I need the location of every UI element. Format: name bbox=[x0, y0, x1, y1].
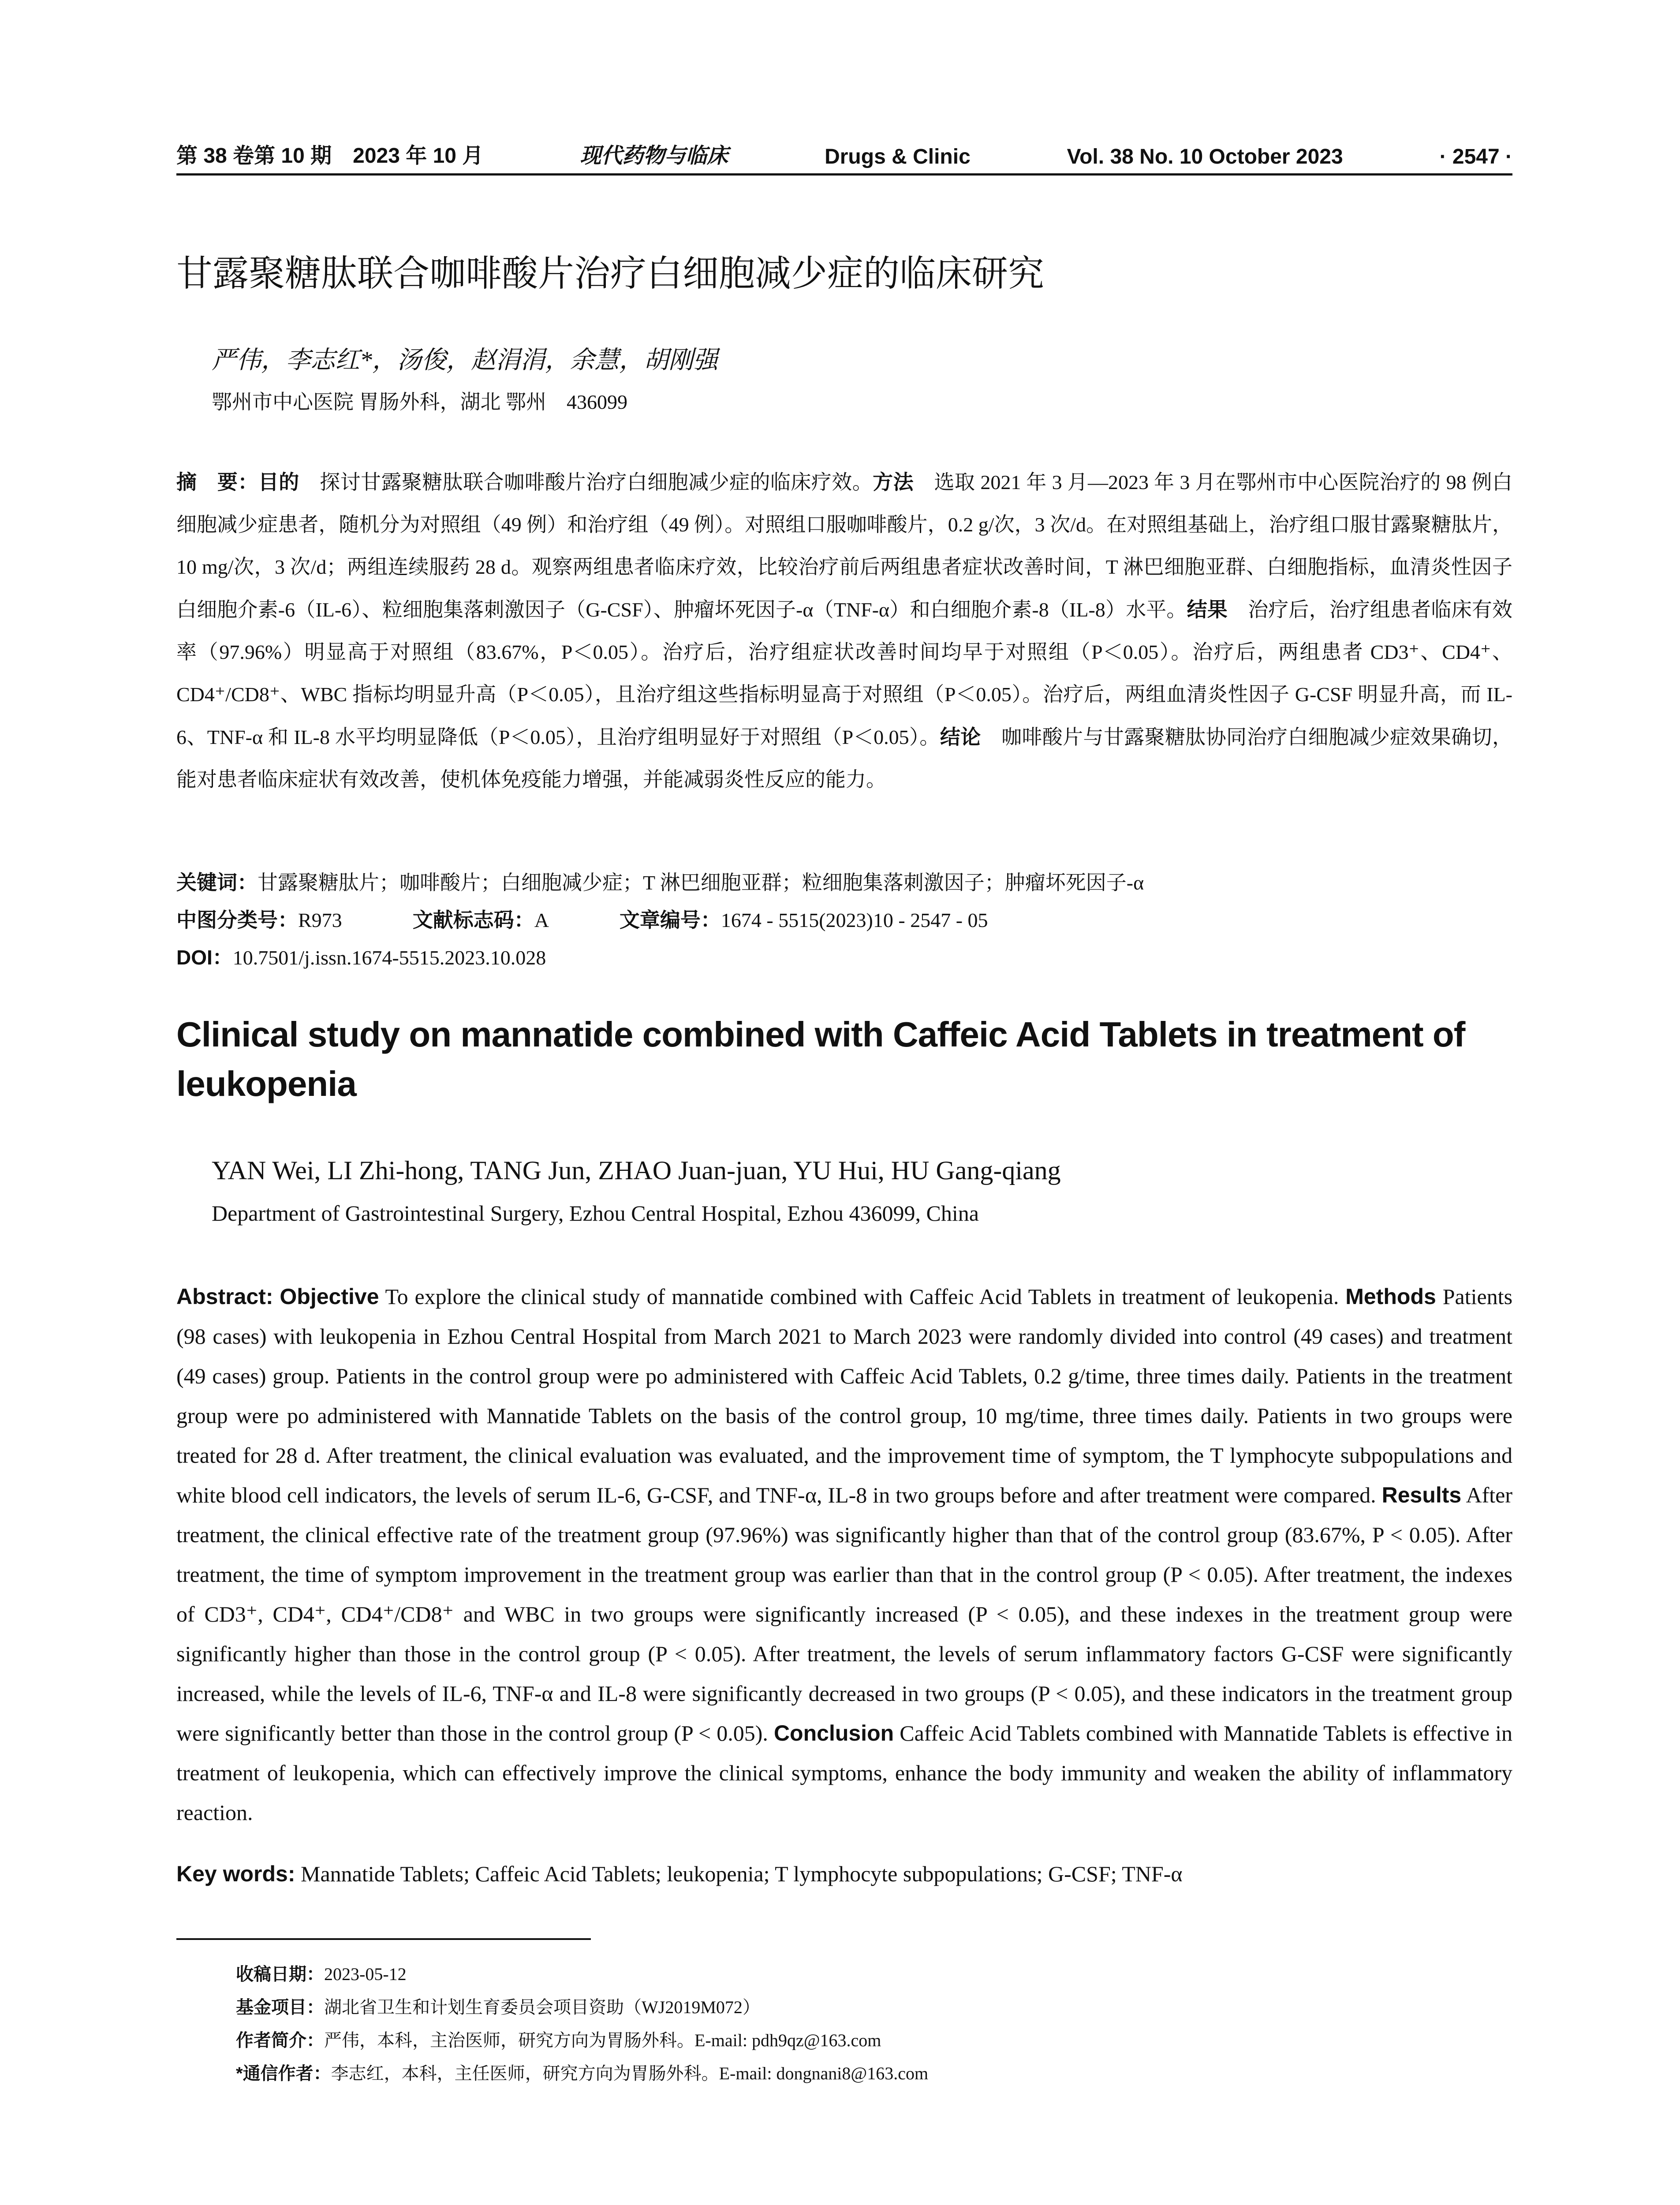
en-conclusion-text: Caffeic Acid Tablets combined with Mannatide Tablets is effective in treatment of leukopenia, which can effectively improve the clinical symptoms, enhance the body immunity and weaken the ability of inflammatory reaction. bbox=[176, 1721, 1512, 1825]
footnote-corresponding bbox=[236, 2059, 1515, 2085]
en-methods-text: Patients (98 cases) with leukopenia in Ezhou Central Hospital from March 2021 to March 2023 were randomly divided into control (49 cases) and treatment (49 cases) group. Patients in the control group were po administered with Caffeic Acid Tablets, 0.2 g/time, three times daily. Patients in the treatment group were po administered with Mannatide Tablets on the basis of the control group, 10 mg/time, three times daily. Patients in two groups were treated for 28 d. After treatment, the clinical evaluation was evaluated, and the improvement time of symptom, the T lymphocyte subpopulations and white blood cell indicators, the levels of serum IL-6, G-CSF, and TNF-α, IL-8 in two groups before and after treatment were compared. bbox=[176, 1284, 1513, 1507]
classification-line bbox=[176, 904, 988, 933]
footnote-text: 2023-05-12 bbox=[324, 1964, 407, 1984]
en-objective-label: Objective bbox=[280, 1284, 379, 1309]
chinese-abstract bbox=[176, 461, 1512, 801]
chinese-affiliation: 鄂州市中心医院 胃肠外科，湖北 鄂州 436099 bbox=[212, 391, 627, 413]
chinese-authors: 严伟，李志红*，汤俊，赵涓涓，余慧，胡刚强 bbox=[212, 347, 718, 374]
footnote-text: 李志红，本科，主任医师，研究方向为胃肠外科。E-mail: dongnani8@163.com bbox=[331, 2063, 929, 2083]
conclusion-text: 咖啡酸片与甘露聚糖肽协同治疗白细胞减少症效果确切，能对患者临床症状有效改善，使机体免疫能力增强，并能减弱炎性反应的能力。 bbox=[176, 726, 1513, 791]
header-journal-en: Drugs & Clinic bbox=[825, 145, 971, 168]
objective-text: 探讨甘露聚糖肽联合咖啡酸片治疗白细胞减少症的临床疗效。 bbox=[299, 471, 873, 493]
objective-label: 目的 bbox=[258, 471, 299, 493]
footnote-label: 收稿日期： bbox=[236, 1965, 324, 1984]
running-header bbox=[176, 140, 1512, 176]
english-affiliation: Department of Gastrointestinal Surgery, Ezhou Central Hospital, Ezhou 436099, China bbox=[212, 1201, 979, 1226]
english-authors: YAN Wei, LI Zhi-hong, TANG Jun, ZHAO Juan-juan, YU Hui, HU Gang-qiang bbox=[212, 1156, 1061, 1185]
english-keywords bbox=[176, 1861, 1512, 1887]
keywords-label: 关键词： bbox=[176, 871, 258, 894]
en-methods-label: Methods bbox=[1345, 1284, 1436, 1309]
clc-value: R973 bbox=[298, 909, 342, 931]
results-label: 结果 bbox=[1187, 598, 1228, 621]
footnote-funding bbox=[236, 1993, 1515, 2018]
doi-link[interactable]: 10.7501/j.issn.1674-5515.2023.10.028 bbox=[232, 946, 546, 969]
doc-code-value: A bbox=[534, 909, 549, 931]
footnote-divider bbox=[176, 1938, 591, 1940]
abstract-label: 摘 要： bbox=[176, 471, 258, 493]
en-keywords-label: Key words: bbox=[176, 1861, 295, 1886]
methods-label: 方法 bbox=[873, 471, 914, 493]
doc-code-label: 文献标志码： bbox=[412, 908, 534, 931]
en-results-text: After treatment, the clinical effective rate of the treatment group (97.96%) was significantly higher than that of the control group (83.67%, P < 0.05). After treatment, the time of symptom improvement in the treatment group was earlier than that in the control group (P < 0.05). After treatment, the indexes of CD3⁺, CD4⁺, CD4⁺/CD8⁺ and WBC in two groups were significantly increased (P < 0.05), and these indexes in the treatment group were significantly higher than those in the control group (P < 0.05). After treatment, the levels of serum inflammatory factors G-CSF were significantly increased, while the levels of IL-6, TNF-α and IL-8 were significantly decreased in two groups (P < 0.05), and these indicators in the treatment group were significantly better than those in the control group (P < 0.05). bbox=[176, 1483, 1513, 1745]
header-journal-cn: 现代药物与临床 bbox=[580, 144, 728, 168]
clc-label: 中图分类号： bbox=[176, 908, 298, 931]
chinese-keywords bbox=[176, 867, 1144, 896]
header-page-number: · 2547 · bbox=[1439, 145, 1512, 168]
footnote-text: 湖北省卫生和计划生育委员会项目资助（WJ2019M072） bbox=[324, 1997, 760, 2017]
footnote-text: 严伟，本科，主治医师，研究方向为胃肠外科。E-mail: pdh9qz@163.com bbox=[324, 2030, 881, 2050]
methods-text: 选取 2021 年 3 月—2023 年 3 月在鄂州市中心医院治疗的 98 例白细胞减少症患者，随机分为对照组（49 例）和治疗组（49 例）。对照组口服咖啡酸片，0.2 g/次，3 次/d。在对照组基础上，治疗组口服甘露聚糖肽片，10 mg/次，3 次/d；两组连续服药 28 d。观察两组患者临床疗效，比较治疗前后两组患者症状改善时间，T 淋巴细胞亚群、白细胞指标，血清炎性因子白细胞介素-6（IL-6）、粒细胞集落刺激因子（G-CSF）、肿瘤坏死因子-α（TNF-α）和白细胞介素-8（IL-8）水平。 bbox=[176, 471, 1512, 621]
en-conclusion-label: Conclusion bbox=[773, 1721, 894, 1745]
chinese-title: 甘露聚糖肽联合咖啡酸片治疗白细胞减少症的临床研究 bbox=[176, 254, 1045, 294]
article-number-value: 1674 - 5515(2023)10 - 2547 - 05 bbox=[721, 909, 988, 931]
doi-label: DOI： bbox=[176, 946, 233, 969]
footnote-label: 基金项目： bbox=[236, 1998, 324, 2017]
footnote-author-bio bbox=[236, 2026, 1515, 2052]
header-issue: 第 38 卷第 10 期 2023 年 10 月 bbox=[176, 144, 484, 168]
en-results-label: Results bbox=[1381, 1483, 1462, 1507]
en-abstract-label: Abstract: bbox=[176, 1284, 273, 1309]
results-text: 治疗后，治疗组患者临床有效率（97.96%）明显高于对照组（83.67%，P＜0.05）。治疗后，治疗组症状改善时间均早于对照组（P＜0.05）。治疗后，两组患者 CD3⁺、CD4⁺、CD4⁺/CD8⁺、WBC 指标均明显升高（P＜0.05），且治疗组这些指标明显高于对照组（P＜0.05）。治疗后，两组血清炎性因子 G-CSF 明显升高，而 IL-6、TNF-α 和 IL-8 水平均明显降低（P＜0.05），且治疗组明显好于对照组（P＜0.05）。 bbox=[176, 598, 1513, 748]
keywords-text: 甘露聚糖肽片；咖啡酸片；白细胞减少症；T 淋巴细胞亚群；粒细胞集落刺激因子；肿瘤坏死因子-α bbox=[258, 871, 1144, 894]
footnote-received bbox=[236, 1960, 1515, 1985]
header-volume-en: Vol. 38 No. 10 October 2023 bbox=[1067, 145, 1343, 168]
en-objective-text: To explore the clinical study of mannatide combined with Caffeic Acid Tablets in treatment of leukopenia. bbox=[379, 1284, 1339, 1309]
english-title: Clinical study on mannatide combined with Caffeic Acid Tablets in treatment of leukopenia bbox=[176, 1015, 1465, 1103]
footnote-label: *通信作者： bbox=[236, 2064, 331, 2083]
en-keywords-text: Mannatide Tablets; Caffeic Acid Tablets; leukopenia; T lymphocyte subpopulations; G-CSF; TNF-α bbox=[295, 1861, 1183, 1886]
conclusion-label: 结论 bbox=[940, 725, 981, 748]
footnote-label: 作者简介： bbox=[236, 2031, 324, 2050]
english-abstract bbox=[176, 1277, 1512, 1832]
article-number-label: 文章编号： bbox=[619, 908, 721, 931]
doi-line bbox=[176, 942, 546, 971]
